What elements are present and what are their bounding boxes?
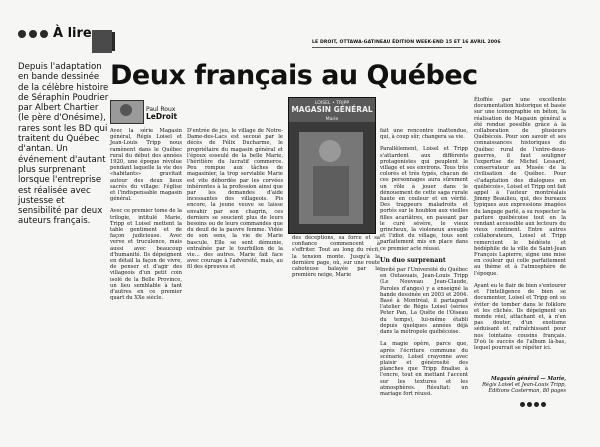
paragraph: La magie opère, parce que, après l'écriture commune du scénario, Loisel crayonne avec plaisir et générosité des planches que Tripp finalise à l'encre, tout en mettant l'accent sur les textures et les atmosphères. Résultat: un mariage fort réussi. (380, 341, 468, 397)
article-column-5 (474, 97, 566, 357)
rating-dot-icon (527, 402, 532, 407)
paragraph: fait une rencontre inattendue, qui, à coup sûr, changera sa vie. (380, 128, 468, 141)
paragraph: Avec la série Magasin général, Régis Loisel et Jean-Louis Tripp nous ramènent dans le Québec rural du début des années 1920, une époque révolue pendant laquelle la vie des «habitants» gravitait autour des deux lieux sacrés du village: l'église et l'indispensable magasin général. (110, 128, 182, 203)
cover-title: MAGASIN GÉNÉRAL (291, 105, 373, 114)
bullet-icon (29, 30, 37, 38)
author-name: Paul Roux (146, 106, 176, 113)
divider (312, 47, 462, 48)
credits-publisher: Éditions Casterman, 80 pages (488, 388, 566, 395)
rubric-label: À lire (53, 26, 92, 41)
rubric (18, 26, 92, 41)
author-paper: LeDroit (146, 112, 178, 121)
article-column-1 (110, 128, 182, 307)
article-column-3 (292, 235, 380, 284)
rating-dot-icon (534, 402, 539, 407)
paragraph: des déceptions, sa force et sa confiance commencent à s'effriter. Tout au long du récit, la tension monte. Jusqu'à la dernière page, où, sur une route cahoteuse balayée par la première neige, Marie (292, 235, 380, 279)
rating-dot-icon (541, 402, 546, 407)
article-column-4 (380, 128, 468, 403)
paragraph: Ayant eu le flair de bien s'entourer et l'intelligence de bien se documenter, Loisel et Tripp ont su éviter de tomber dans le folklore et les clichés. Ils dépeignent un monde réel, attachant et, à n'en pas douter, d'un exotisme séduisant et rafraîchissant pour nos lointains cousins français. D'où le succès de l'album là-bas, lequel pourrait se répéter ici. (474, 282, 566, 351)
rating-dot-icon (520, 402, 525, 407)
credits-title: Magasin général — Marie, (491, 376, 566, 382)
subhead: Un duo surprenant (380, 256, 446, 264)
cover-subtitle: Marie (325, 117, 339, 122)
credits-authors: Régis Loisel et Jean-Louis Tripp, (482, 382, 566, 389)
byline (146, 106, 177, 121)
masthead: LE DROIT, OTTAWA-GATINEAU ÉDITION WEEK-END 15 ET 16 AVRIL 2006 (312, 40, 501, 45)
intro-text: Depuis l'adaptation en bande dessinée de la célèbre histoire de Séraphin Poudrier par Albert Chartier (le père d'Onésime), rares sont les BD qui traitent du Québec d'antan. Un événement d'autant plus surprenant lorsque l'entreprise est réalisée avec justesse et sensibilité par deux auteurs français. (18, 62, 109, 227)
book-credits (474, 376, 566, 395)
paragraph: D'entrée de jeu, le village de Notre-Dame-des-Lacs est secoué par le décès de Félix Ducharme, le propriétaire du magasin général et l'époux esseulé de la belle Marie, l'héritière du lucratif commerce. Peu rompue aux tâches de magasinier, la trop serviable Marie est vite débordée par les corvées inhérentes à la profession ainsi que par les demandes d'aide incessantes des villageois. Pis encore, la jeune veuve se laisse envahir par son chagrin, ces derniers se soucient plus de leurs besoins ou de leurs commandes que du deuil de la pauvre femme. Vidée de son sens, la vie de Marie bascule. Elle se sent démunie, entraînée par le tourbillon de la vie… des autres. Marie fait face avec courage à l'adversité, mais, au fil des épreuves et (187, 128, 283, 271)
paragraph: Parallèlement, Loisel et Tripp s'attardent aux différents protagonistes qui peuplent le village et ses environs. Tous très colorés et très typés, chacun de ces personnages aura sûrement un rôle à jouer dans le dénouement de cette saga rurale haute en couleur et en vérité. Des trappeurs maladroits et portés sur le houblon aux vieilles filles acariâtres, en passant par le curé sévère, le vieux grincheux, la violoneux aveugle et l'idiot du village, tous sont parfaitement mis en place dans ce premier acte réussi. (380, 146, 468, 252)
bullet-icon (18, 30, 26, 38)
album-cover (288, 97, 376, 234)
cover-illustration (299, 132, 363, 224)
article-column-2 (187, 128, 283, 277)
bullet-icon (40, 30, 48, 38)
book-icon (92, 30, 112, 53)
cover-header (289, 98, 375, 122)
headline: Deux français au Québec (110, 60, 478, 91)
paragraph: Avec ce premier tome de la trilogie, intitulé Marie, Tripp et Loisel mettent la table gentiment et de façon judicieuse. Avec verve et truculence, mais aussi avec beaucoup d'humanité. Ils dépeignent en détail la façon de vivre, de penser et d'agir des villageois d'un petit coin isolé de la Belle Province, un lieu semblable à tant d'autres en ce premier quart du XXe siècle. (110, 208, 182, 302)
rating (520, 402, 546, 407)
cover-authors: LOISEL • TRIPP (314, 101, 350, 106)
paragraph: Invité par l'Université du Québec en Outaouais, Jean-Louis Tripp (Le Nouveau Jean-Claude, Paroles d'anges) y a enseigné la bande dessinée en 2003 et 2004. Basé à Montréal, il partageait l'atelier de Régis Loisel (séries Peter Pan, La Quête de l'Oiseau du temps), lui-même établi depuis quelques années déjà dans la métropole québécoise. (380, 267, 468, 336)
paragraph: Étoffée par une excellente documentation historique et basée sur une iconographie en béton, la réalisation de Magasin général a été rendue possible grâce à la collaboration de plusieurs Québécois. Pour son savoir et ses connaissances historiques du Québec rural de l'entre-deux-guerres, il faut souligner l'expertise de Michel Lessard, conservateur au Musée de la civilisation de Québec. Pour «l'adaptation des dialogues en québécois», Loisel et Tripp ont fait appel à l'auteur montréalais Jimmy Beaulieu, qui, des bureaux typiques aux expressions imagées du langage parlé, a su respecter la parlure québécoise tout en la rendant accessible aux lecteurs du vieux continent. Entre autres collaborateurs, Loisel et Tripp remercient le bédéiste et bédéphile de la ville de Saint-Jean François Lapierre, signe une mise en couleur qui colle parfaitement au thème et à l'atmosphère de l'époque. (474, 97, 566, 277)
author-photo (110, 100, 144, 124)
